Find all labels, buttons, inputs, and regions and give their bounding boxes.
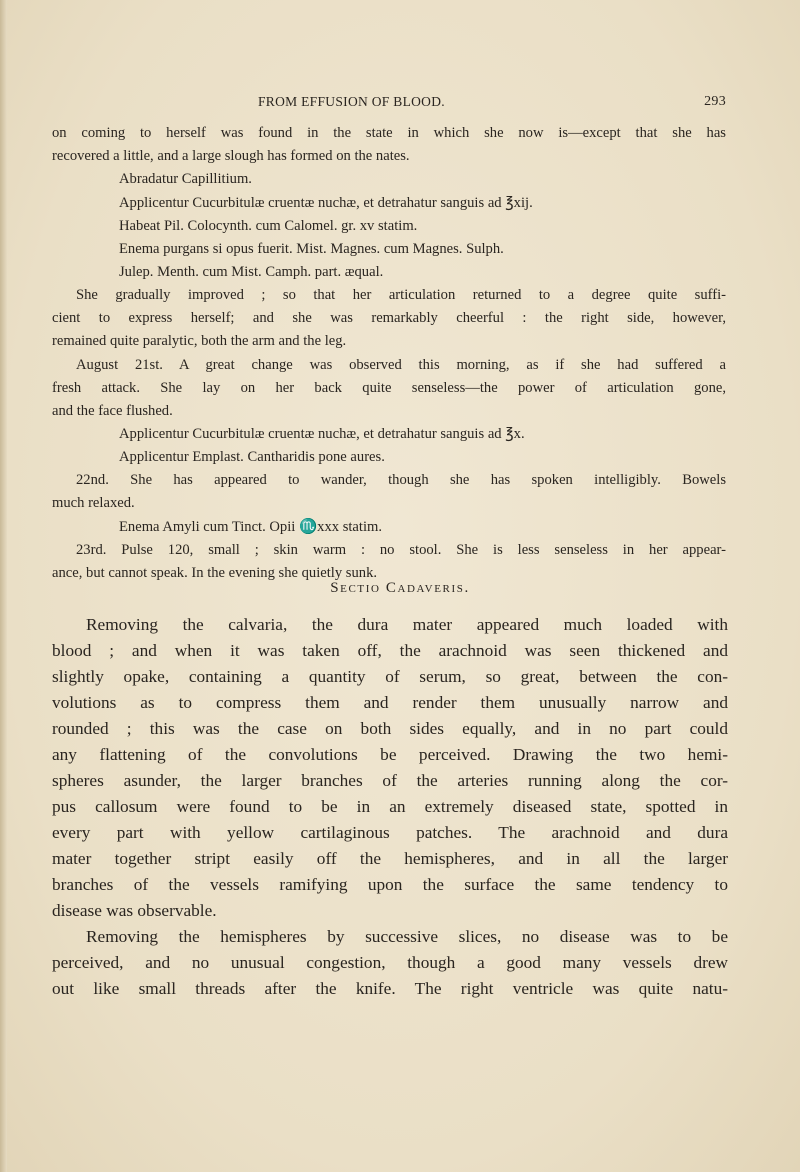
text-line: August 21st. A great change was observed this morning, as if she had suffered a	[76, 357, 726, 373]
prescription-line: Applicentur Cucurbitulæ cruentæ nuchæ, et detrahatur sanguis ad ℥xij.	[119, 195, 533, 211]
text-line: 22nd. She has appeared to wander, though she has spoken intelligibly. Bowels	[76, 472, 726, 488]
text-line: out like small threads after the knife. The right ventricle was quite natu-	[52, 979, 728, 998]
text-line: 23rd. Pulse 120, small ; skin warm : no stool. She is less senseless in her appear-	[76, 542, 726, 558]
text-line: ance, but cannot speak. In the evening she quietly sunk.	[52, 565, 378, 581]
page-number: 293	[704, 94, 726, 109]
text-line: rounded ; this was the case on both sides equally, and in no part could	[52, 719, 728, 738]
prescription-line: Enema purgans si opus fuerit. Mist. Magnes. cum Magnes. Sulph.	[119, 241, 504, 257]
text-line: any flattening of the convolutions be perceived. Drawing the two hemi-	[52, 745, 728, 764]
text-line: every part with yellow cartilaginous patches. The arachnoid and dura	[52, 823, 728, 842]
text-line: remained quite paralytic, both the arm and the leg.	[52, 333, 347, 349]
text-line: slightly opake, containing a quantity of serum, so great, between the con-	[52, 667, 728, 686]
text-line: branches of the vessels ramifying upon the surface the same tendency to	[52, 875, 728, 894]
text-line: blood ; and when it was taken off, the arachnoid was seen thickened and	[52, 641, 728, 660]
text-line: on coming to herself was found in the state in which she now is—except that she has	[52, 125, 726, 141]
prescription-line: Enema Amyli cum Tinct. Opii ♏xxx statim.	[119, 519, 383, 535]
prescription-line: Abradatur Capillitium.	[119, 171, 252, 187]
prescription-line: Julep. Menth. cum Mist. Camph. part. æqual.	[119, 264, 384, 280]
text-line: Removing the hemispheres by successive slices, no disease was to be	[86, 927, 728, 946]
text-line: cient to express herself; and she was remarkably cheerful : the right side, however,	[52, 310, 726, 326]
text-line: mater together stript easily off the hemispheres, and in all the larger	[52, 849, 728, 868]
text-line: Removing the calvaria, the dura mater appeared much loaded with	[86, 615, 728, 634]
text-line: pus callosum were found to be in an extremely diseased state, spotted in	[52, 797, 728, 816]
text-line: disease was observable.	[52, 901, 217, 920]
page-header	[52, 94, 726, 114]
prescription-line: Applicentur Cucurbitulæ cruentæ nuchæ, et detrahatur sanguis ad ℥x.	[119, 426, 525, 442]
text-line: volutions as to compress them and render them unusually narrow and	[52, 693, 728, 712]
section-heading: Sectio Cadaveris.	[330, 580, 470, 596]
text-line: fresh attack. She lay on her back quite senseless—the power of articulation gone,	[52, 380, 726, 396]
text-line: spheres asunder, the larger branches of the arteries running along the cor-	[52, 771, 728, 790]
running-head: FROM EFFUSION OF BLOOD.	[258, 94, 445, 109]
text-line: She gradually improved ; so that her articulation returned to a degree quite suffi-	[76, 287, 726, 303]
text-line: recovered a little, and a large slough has formed on the nates.	[52, 148, 410, 164]
text-line: much relaxed.	[52, 495, 135, 511]
text-line: and the face flushed.	[52, 403, 173, 419]
prescription-line: Habeat Pil. Colocynth. cum Calomel. gr. xv statim.	[119, 218, 418, 234]
prescription-line: Applicentur Emplast. Cantharidis pone aures.	[119, 449, 385, 465]
text-line: perceived, and no unusual congestion, though a good many vessels drew	[52, 953, 728, 972]
